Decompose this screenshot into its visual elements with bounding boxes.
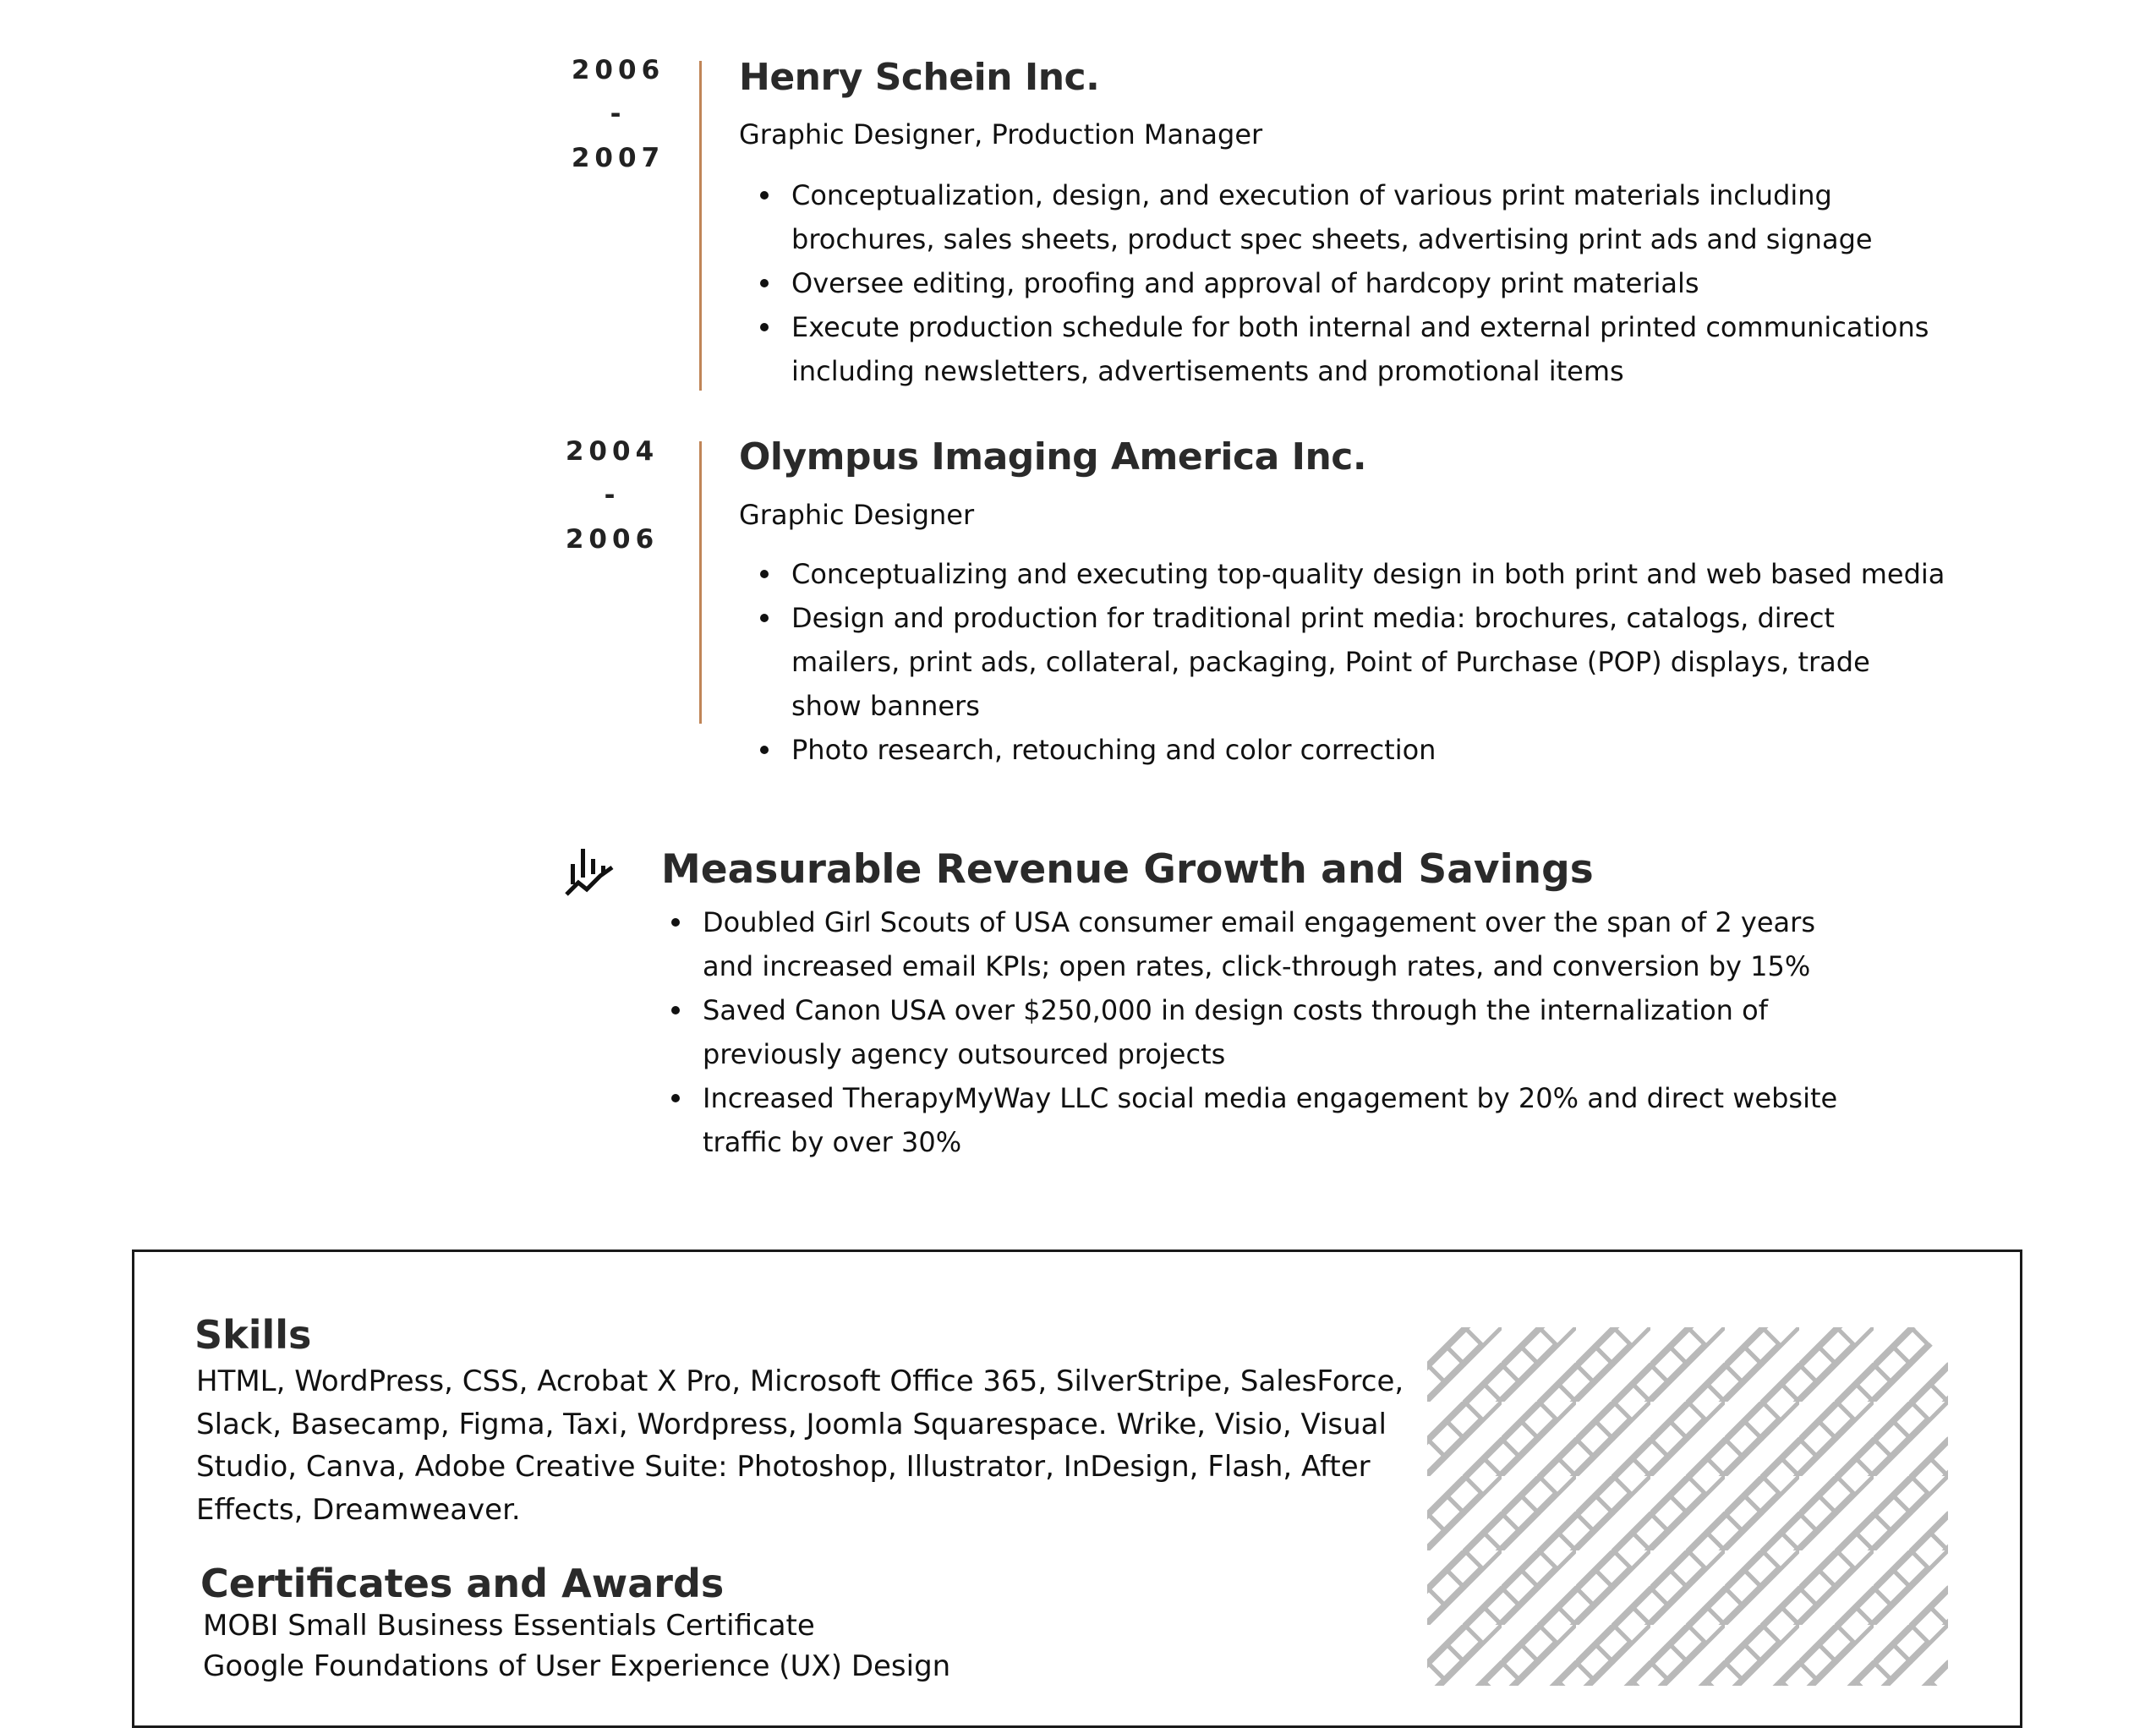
job-year-separator: - [604,480,621,511]
job-bullets [747,173,1947,393]
company-name: Henry Schein Inc. [739,56,1100,99]
growth-bullet: Saved Canon USA over $250,000 in design costs through the internalization of previously agency outsourced projects [658,988,1858,1076]
growth-bullets [658,900,1858,1164]
skills-text: HTML, WordPress, CSS, Acrobat X Pro, Microsoft Office 365, SilverStripe, SalesForce, Slack, Basecamp, Figma, Taxi, Wordpress, Joomla Squarespace. Wrike, Visio, Visual Studio, Canva, Adobe Creative Suite: Photoshop, Illustrator, InDesign, Flash, After Effects, Dreamweaver. [196,1364,1404,1527]
job-bullet: Design and production for traditional print media: brochures, catalogs, direct mailers, print ads, collateral, packaging, Point of Purchase (POP) displays, trade show banners [747,596,1947,728]
growth-title: Measurable Revenue Growth and Savings [661,846,1594,893]
job-role: Graphic Designer [739,499,975,531]
job-end-year: 2006 [565,524,659,555]
certificate-item: Google Foundations of User Experience (UX) Design [203,1649,951,1683]
job-years [542,48,694,180]
job-bullet: Conceptualizing and executing top-quality design in both print and web based media [747,552,1947,596]
job-years [536,429,688,561]
job-bullet: Oversee editing, proofing and approval of hardcopy print materials [747,261,1947,305]
job-bullet: Photo research, retouching and color correction [747,728,1947,772]
company-name: Olympus Imaging America Inc. [739,435,1367,478]
growth-bullet: Doubled Girl Scouts of USA consumer email engagement over the span of 2 years and increased email KPIs; open rates, click-through rates, and conversion by 15% [658,900,1858,988]
weave-pattern [1427,1327,1948,1686]
timeline-rule [699,441,702,724]
job-year-separator: - [610,99,627,129]
certificate-item: MOBI Small Business Essentials Certificate [203,1609,815,1643]
growth-bullet: Increased TherapyMyWay LLC social media engagement by 20% and direct website traffic by over 30% [658,1076,1858,1164]
job-bullet: Execute production schedule for both internal and external printed communications including newsletters, advertisements and promotional items [747,305,1947,393]
job-start-year: 2006 [571,55,665,85]
timeline-rule [699,61,702,391]
job-role: Graphic Designer, Production Manager [739,118,1263,150]
skills-title: Skills [194,1312,312,1358]
job-bullet: Conceptualization, design, and execution of various print materials including brochures, sales sheets, product spec sheets, advertising print ads and signage [747,173,1947,261]
job-start-year: 2004 [565,436,659,467]
certificates-title: Certificates and Awards [200,1561,725,1606]
experience-heading-fragment [813,0,847,3]
growth-chart-icon [565,845,616,896]
job-end-year: 2007 [571,143,665,173]
job-bullets [747,552,1947,772]
